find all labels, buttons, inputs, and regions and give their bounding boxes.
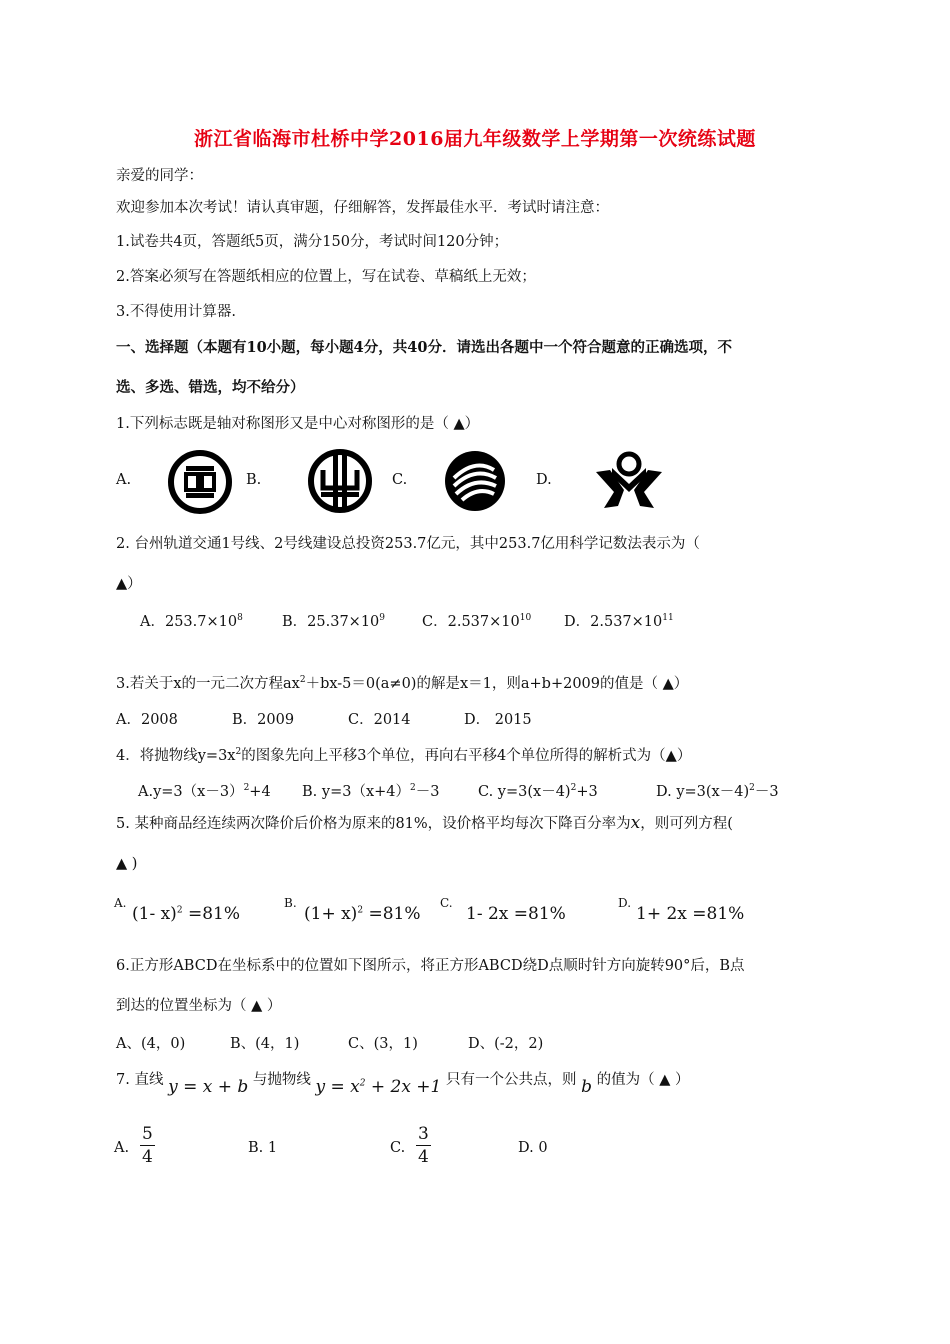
q2-option-b: B．$25.37\times 10^9$ — [282, 613, 386, 630]
question-7-stem: 7. 直线 y = x + b 与抛物线 $y = x^2 + 2x +1$ 只有一个公共点，则 b 的值为（ ▲ ） — [116, 1072, 690, 1097]
note-2: 2.答案必须写在答题纸相应的位置上，写在试卷、草稿纸上无效； — [116, 269, 536, 285]
question-1-stem: 1.下列标志既是轴对称图形又是中心对称图形的是（ ▲） — [116, 416, 480, 432]
question-2-stem: 2. 台州轨道交通1号线、2号线建设总投资253.7亿元，其中253.7亿用科学记数法表示为（ — [116, 536, 700, 552]
q4-option-b: B. $y=3(x+4)^2-3$ — [302, 783, 440, 800]
q5-option-c-expr: 1- 2x =81% — [466, 904, 566, 924]
q7-option-a-fraction: $\frac{5}{4}$ — [142, 1124, 153, 1167]
question-6-stem: 6.正方形ABCD在坐标系中的位置如下图所示，将正方形ABCD绕D点顺时针方向旋转90°后，B点 — [116, 958, 745, 974]
question-2-stem-cont: ▲） — [116, 576, 142, 592]
q4-option-d: D. $y=3(x-4)^2-3$ — [656, 783, 779, 800]
question-6-stem-cont: 到达的位置坐标为（ ▲ ） — [116, 998, 282, 1014]
greeting: 亲爱的同学： — [116, 168, 203, 184]
question-4-stem: 4．将抛物线$y=3x^2$的图象先向上平移3个单位，再向右平移4个单位所得的解析式为（▲） — [116, 747, 692, 764]
section-heading-cont: 选、多选、错选，均不给分） — [116, 379, 305, 396]
q5-option-a-expr: (1- x)$^2$ =81% — [132, 904, 240, 924]
q6-option-a: A、(4，0) — [116, 1036, 186, 1052]
q2-option-a: A．$253.7\times 10^8$ — [140, 613, 243, 630]
q1-option-d-label: D. — [536, 472, 552, 488]
bank-logo-icon — [307, 448, 373, 514]
q1-option-c-label: C. — [392, 472, 408, 488]
q3-option-a: A．2008 — [116, 712, 178, 728]
q2-option-c: C．$2.537\times 10^{10}$ — [422, 613, 532, 630]
q6-option-d: D、(-2，2) — [468, 1036, 544, 1052]
q4-option-c: C. $y=3(x-4)^2+3$ — [478, 783, 598, 800]
q5-option-b-label: B. — [284, 896, 297, 910]
section-heading: 一、选择题（本题有10小题，每小题4分，共40分．请选出各题中一个符合题意的正确选项，不 — [116, 339, 732, 356]
q6-option-b: B、(4，1) — [230, 1036, 300, 1052]
welcome-text: 欢迎参加本次考试！请认真审题，仔细解答，发挥最佳水平．考试时请注意： — [116, 200, 609, 216]
note-1: 1.试卷共4页，答题纸5页，满分150分，考试时间120分钟； — [116, 234, 509, 250]
telecom-logo-icon — [442, 448, 508, 514]
q7-option-b: B. 1 — [248, 1140, 278, 1156]
bank-logo-icon — [594, 450, 664, 510]
q2-option-d: D．$2.537\times 10^{11}$ — [564, 613, 674, 630]
question-5-stem-cont: ▲ ) — [116, 856, 138, 872]
q5-option-d-expr: 1+ 2x =81% — [636, 904, 745, 924]
question-3-stem: 3.若关于x的一元二次方程$ax^2+bx-5=0(a\ne 0)$的解是x＝1，则a+b+2009的值是（ ▲） — [116, 675, 689, 692]
question-5-stem: 5. 某种商品经连续两次降价后价格为原来的81%，设价格平均每次下降百分率为x，则可列方程( — [116, 813, 733, 833]
note-3: 3.不得使用计算器. — [116, 304, 236, 320]
q7-option-d: D. 0 — [518, 1140, 548, 1156]
q6-option-c: C、(3，1) — [348, 1036, 418, 1052]
q3-option-b: B．2009 — [232, 712, 295, 728]
q5-option-a-label: A. — [114, 896, 127, 910]
q5-option-c-label: C. — [440, 896, 453, 910]
q7-option-c-fraction: $\frac{3}{4}$ — [418, 1124, 429, 1167]
q3-option-c: C．2014 — [348, 712, 411, 728]
q1-option-a-label: A. — [116, 472, 132, 488]
q4-option-a: $A.y=3(x-3)^2+4$ — [138, 783, 271, 800]
q7-option-c-label: C. — [390, 1140, 406, 1156]
q7-option-a-label: A. — [114, 1140, 130, 1156]
q1-option-b-label: B. — [246, 472, 262, 488]
q3-option-d: D． 2015 — [464, 712, 532, 728]
q5-option-b-expr: $(1+ x)^2 =81\%$ — [304, 904, 421, 924]
q5-option-d-label: D. — [618, 896, 632, 910]
bank-logo-icon — [168, 450, 232, 514]
page-title: 浙江省临海市杜桥中学2016届九年级数学上学期第一次统练试题 — [194, 128, 756, 150]
